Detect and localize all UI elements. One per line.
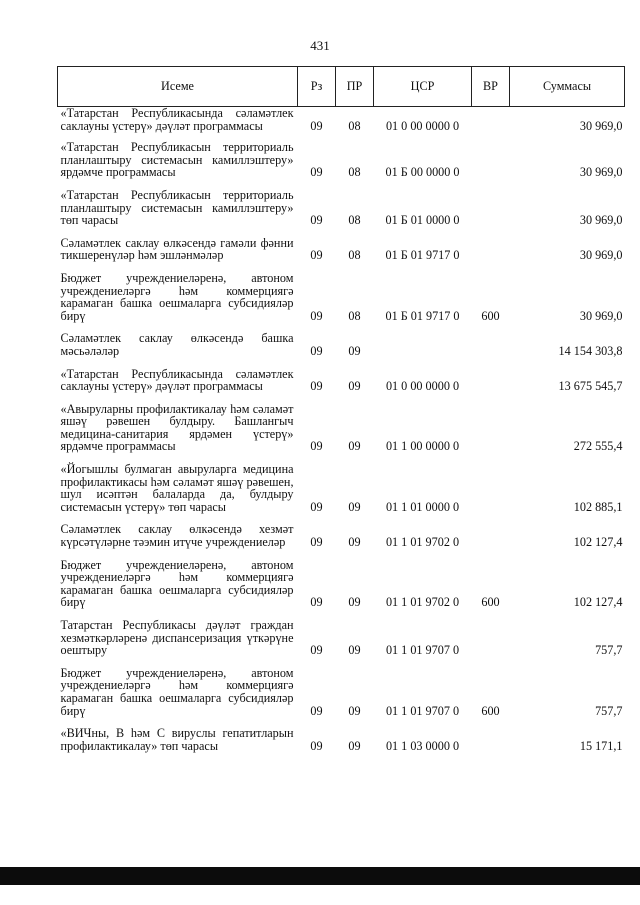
cell-vr	[472, 368, 510, 395]
cell-name: «Татарстан Республикасында сәламәтлек саклауны үстерү» дәүләт программасы	[60, 366, 294, 394]
table-row	[58, 237, 625, 264]
table-header-row	[58, 67, 625, 107]
table-row	[58, 272, 625, 324]
cell-rz: 09	[310, 595, 323, 610]
cell-rz: 09	[310, 643, 323, 658]
cell-vr	[472, 619, 510, 659]
cell-name: Бюджет учреждениеләренә, автоном учреждениеләргә һәм коммерциягә карамаган башка оешмаларга субсидияләр бирү	[60, 270, 294, 323]
cell-sum: 14 154 303,8	[558, 343, 623, 358]
cell-sum: 30 969,0	[579, 118, 623, 133]
cell-pr: 09	[348, 343, 361, 358]
header-sum: Суммасы	[510, 67, 625, 107]
table-row	[58, 463, 625, 515]
cell-vr	[472, 141, 510, 181]
cell-csr: 01 1 01 9707 0	[385, 643, 460, 658]
header-pr: ПР	[336, 67, 374, 107]
cell-name: «ВИЧны, В һәм С вируслы гепатитларын профилактикалау» төп чарасы	[60, 726, 294, 753]
header-rz: Рз	[298, 67, 336, 107]
cell-name: Сәламәтлек саклау өлкәсендә башка мәсьәләләр	[60, 331, 294, 358]
cell-csr: 01 1 00 0000 0	[385, 439, 460, 454]
cell-vr	[472, 463, 510, 515]
cell-name: Бюджет учреждениеләренә, автоном учреждениеләргә һәм коммерциягә карамаган башка оешмаларга субсидияләр бирү	[60, 665, 294, 718]
page-number: 431	[310, 38, 330, 53]
cell-name: Сәламәтлек саклау өлкәсендә гамәли фәнни тикшеренүләр һәм эшләнмәләр	[60, 235, 294, 263]
cell-csr	[374, 332, 472, 359]
table-row	[58, 619, 625, 659]
cell-vr	[472, 107, 510, 135]
table-row	[58, 559, 625, 611]
cell-csr: 01 1 01 9702 0	[385, 535, 460, 550]
cell-vr	[472, 523, 510, 550]
cell-name: «Татарстан Республикасын территориаль планлаштыру системасын камиллэштеру» ярдәмче программасы	[60, 140, 294, 180]
cell-rz: 09	[310, 738, 323, 753]
cell-rz: 09	[310, 213, 323, 228]
table-row	[58, 107, 625, 135]
cell-vr	[472, 403, 510, 455]
cell-pr: 08	[348, 213, 361, 228]
cell-name: Сәламәтлек саклау өлкәсендә хезмәт күрсәтүләрне тәэмин итүче учреждениеләр	[60, 522, 294, 550]
cell-sum: 757,7	[595, 643, 623, 658]
table-row	[58, 141, 625, 181]
cell-pr: 08	[348, 165, 361, 180]
cell-rz: 09	[310, 535, 323, 550]
cell-pr: 08	[348, 248, 361, 263]
cell-csr: 01 1 01 9707 0	[385, 703, 460, 718]
table-row	[58, 332, 625, 359]
cell-vr	[472, 189, 510, 229]
table-row	[58, 368, 625, 395]
cell-pr: 08	[348, 118, 361, 133]
table-row	[58, 403, 625, 455]
table-row	[58, 523, 625, 550]
cell-name: «Йогышлы булмаган авыруларга медицина профилактикасы һәм сәламәт яшәү рәвешен, шул исәптән балаларда да, булдыру системасын үстерү» төп чарасы	[60, 462, 294, 514]
cell-rz: 09	[310, 118, 323, 133]
cell-pr: 09	[348, 535, 361, 550]
cell-pr: 09	[348, 499, 361, 514]
cell-csr: 01 0 00 0000 0	[385, 379, 460, 394]
cell-sum: 15 171,1	[579, 738, 623, 753]
cell-rz: 09	[310, 343, 323, 358]
cell-pr: 09	[348, 595, 361, 610]
cell-rz: 09	[310, 439, 323, 454]
cell-rz: 09	[310, 308, 323, 323]
cell-name: «Татарстан Республикасын территориаль планлаштыру системасын камиллэштеру» төп чарасы	[60, 187, 294, 228]
cell-sum: 30 969,0	[579, 308, 623, 323]
cell-csr: 01 1 01 9702 0	[385, 595, 460, 610]
cell-name: Татарстан Республикасы дәүләт граждан хезмәткәрләренә диспансеризация үткәрүне оештыру	[60, 618, 294, 658]
cell-pr: 09	[348, 643, 361, 658]
cell-csr: 01 Б 01 9717 0	[385, 248, 460, 263]
cell-sum: 30 969,0	[579, 213, 623, 228]
cell-sum: 30 969,0	[579, 165, 623, 180]
cell-sum: 13 675 545,7	[558, 379, 623, 394]
cell-vr: 600	[481, 703, 500, 718]
cell-name: Бюджет учреждениеләренә, автоном учреждениеләргә һәм коммерциягә карамаган башка оешмаларга субсидияләр бирү	[60, 557, 294, 610]
cell-pr: 09	[348, 439, 361, 454]
scan-edge-bar	[0, 867, 640, 885]
cell-csr: 01 Б 00 0000 0	[385, 165, 460, 180]
cell-vr: 600	[481, 308, 500, 323]
cell-vr	[472, 727, 510, 754]
cell-rz: 09	[310, 703, 323, 718]
header-name: Исеме	[58, 67, 298, 107]
cell-rz: 09	[310, 379, 323, 394]
budget-table	[57, 66, 625, 754]
cell-vr: 600	[481, 595, 500, 610]
table-row	[58, 667, 625, 719]
cell-rz: 09	[310, 499, 323, 514]
cell-pr: 09	[348, 703, 361, 718]
cell-pr: 09	[348, 379, 361, 394]
cell-csr: 01 1 03 0000 0	[385, 738, 460, 753]
cell-sum: 102 885,1	[573, 499, 623, 514]
cell-sum: 102 127,4	[573, 595, 623, 610]
cell-rz: 09	[310, 165, 323, 180]
cell-pr: 08	[348, 308, 361, 323]
cell-sum: 272 555,4	[573, 439, 623, 454]
cell-csr: 01 1 01 0000 0	[385, 499, 460, 514]
table-row	[58, 189, 625, 229]
header-csr: ЦСР	[374, 67, 472, 107]
cell-name: «Татарстан Республикасында сәламәтлек саклауны үстерү» дәүләт программасы	[60, 106, 294, 133]
cell-pr: 09	[348, 738, 361, 753]
header-vr: ВР	[472, 67, 510, 107]
cell-csr: 01 0 00 0000 0	[385, 118, 460, 133]
cell-vr	[472, 332, 510, 359]
cell-csr: 01 Б 01 0000 0	[385, 213, 460, 228]
cell-sum: 102 127,4	[573, 535, 623, 550]
cell-name: «Авыруларны профилактикалау һәм сәламәт яшәү рәвешен булдыру. Башлангыч медицина-санитария ярдәмен үстерү» ярдәмче программасы	[60, 401, 294, 454]
cell-sum: 757,7	[595, 703, 623, 718]
cell-csr: 01 Б 01 9717 0	[385, 308, 460, 323]
table-body	[58, 107, 625, 755]
cell-rz: 09	[310, 248, 323, 263]
cell-sum: 30 969,0	[579, 248, 623, 263]
table-row	[58, 727, 625, 754]
cell-vr	[472, 237, 510, 264]
